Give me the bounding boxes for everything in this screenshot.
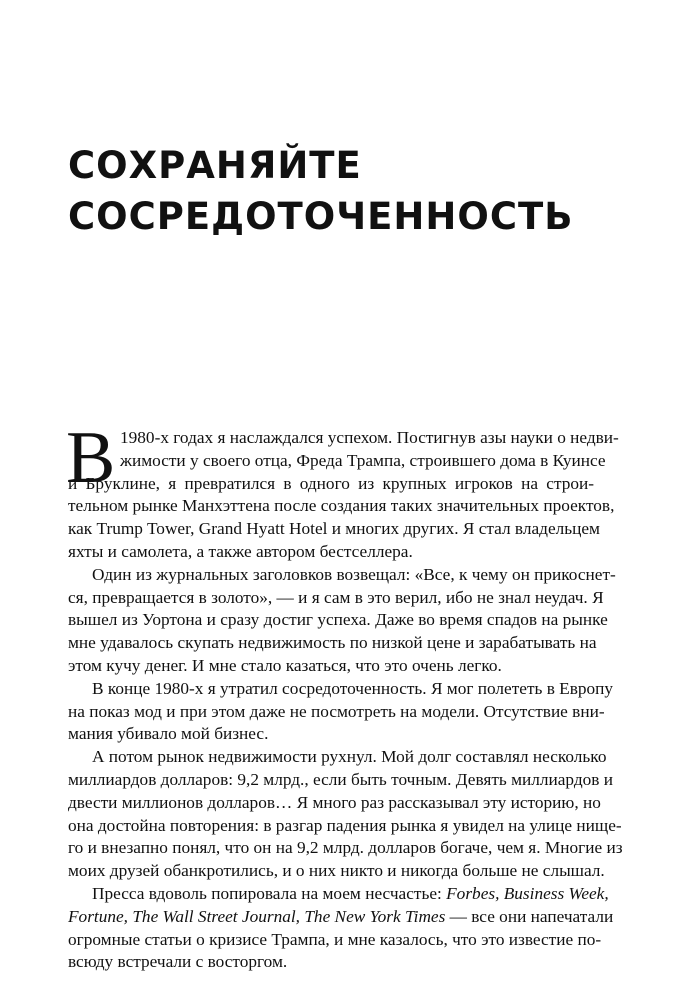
text-line: вышел из Уортона и сразу достиг успеха. Даже во время спадов на рынке — [68, 610, 608, 630]
paragraph-5 — [68, 883, 614, 974]
paragraph-1 — [66, 417, 619, 564]
text-line: она достойна повторения: в разгар падения рынка я увидел на улице нище- — [68, 815, 622, 835]
drop-cap: В — [66, 417, 116, 499]
text-line: и Бруклине, я превратился в одного из крупных игроков на строи- — [68, 473, 594, 493]
text-line: жимости у своего отца, Фреда Трампа, строившего дома в Куинсе — [120, 450, 606, 470]
text-line: Один из журнальных заголовков возвещал: «Все, к чему он прикоснет- — [92, 564, 616, 584]
text-line: В конце 1980-х я утратил сосредоточенность. Я мог полететь в Европу — [92, 678, 614, 698]
text-line: этом кучу денег. И мне стало казаться, что это очень легко. — [68, 655, 502, 675]
text-line: мания убивало мой бизнес. — [68, 724, 269, 744]
text-line: всюду встречали с восторгом. — [68, 952, 288, 972]
text-line: мне удавалось скупать недвижимость по низкой цене и зарабатывать на — [68, 633, 597, 653]
text-line: яхты и самолета, а также автором бестселлера. — [68, 541, 413, 561]
text-line — [68, 906, 614, 929]
body-text — [66, 417, 623, 974]
italic-publications: Fortune, The Wall Street Journal, The New York Times — [68, 906, 446, 926]
text-line — [68, 883, 609, 906]
text-line: 1980-х годах я наслаждался успехом. Постигнув азы науки о недви- — [120, 428, 619, 447]
text-line: ся, превращается в золото», — и я сам в это верил, ибо не знал неудач. Я — [68, 587, 604, 607]
text-line: го и внезапно понял, что он на 9,2 млрд. долларов богаче, чем я. Многие из — [68, 838, 623, 858]
text-line: как Trump Tower, Grand Hyatt Hotel и многих других. Я стал владельцем — [68, 519, 600, 539]
text-line: огромные статьи о кризисе Трампа, и мне казалось, что это известие по- — [68, 929, 602, 949]
text-run: Пресса вдоволь попировала на моем несчастье: — [92, 883, 447, 903]
text-line: тельном рынке Манхэттена после создания таких значительных проектов, — [68, 496, 615, 516]
text-run: — все они напечатали — [445, 906, 614, 926]
text-line: двести миллионов долларов… Я много раз рассказывал эту историю, но — [68, 792, 601, 812]
chapter-title-line-2: СОСРЕДОТОЧЕННОСТЬ — [68, 195, 574, 238]
paragraph-2 — [68, 564, 616, 678]
chapter-title-line-1: СОХРАНЯЙТЕ — [68, 144, 362, 187]
text-line: моих друзей обанкротились, и о них никто и никогда больше не слышал. — [68, 861, 605, 881]
text-line: на показ мод и при этом даже не посмотреть на модели. Отсутствие вни- — [68, 701, 605, 721]
chapter-title — [68, 140, 648, 242]
paragraph-4 — [68, 746, 623, 883]
text-line: А потом рынок недвижимости рухнул. Мой долг составлял несколько — [92, 747, 607, 767]
text-line: миллиардов долларов: 9,2 млрд., если быть точным. Девять миллиардов и — [68, 769, 613, 789]
italic-publications: Forbes, Business Week, — [446, 883, 609, 903]
paragraph-3 — [68, 678, 614, 746]
